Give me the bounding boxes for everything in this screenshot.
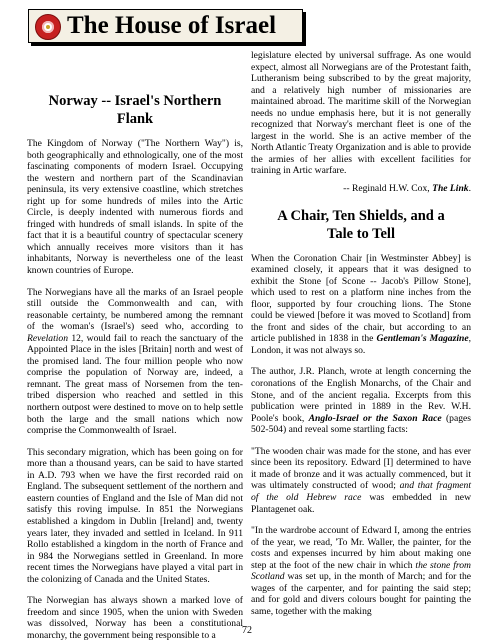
left-column	[27, 50, 243, 641]
chair-heading: A Chair, Ten Shields, and a Tale to Tell	[277, 207, 445, 242]
chair-paragraph-2: The author, J.R. Planch, wrote at length concerning the coronations of the English Monarchs, of the Chair and Stone, and of the ancient regalia. Excerpts from this publication were printed in 1889 in the Rev. W.H. Poole's book, Anglo-Israel or the Saxon Race (pages 502-504) and reveal some startling facts:	[251, 366, 471, 436]
norway-paragraph-3: This secondary migration, which has been going on for more than a thousand years, can be said to have started in A.D. 793 when we have the first recorded raid on England. The subsequent settlement of the northern and eastern counties of England and the Isle of Man did not satisfy this roving impulse. In 851 the Norwegians established a kingdom in Dublin [Ireland] and, twenty years later, they invaded and settled in Iceland. In 911 Rollo established a kingdom in the north of France and in 984 the Norwegians settled in Greenland. In more recent times the Norwegians have played a vital part in the colonizing of Canada and the United States.	[27, 446, 243, 585]
chair-quote-2: "In the wardrobe account of Edward I, among the entries of the year, we read, 'To Mr. Waller, the painter, for the costs and expenses incurred by him about making one step at the foot of the new chair in which the stone from Scotland was set up, in the month of March; and for the wages of the carpenter, and for painting the said step; and for gold and divers colours bought for painting the same, together with the making	[251, 525, 471, 617]
article-signature: -- Reginald H.W. Cox, The Link.	[343, 183, 471, 195]
norway-paragraph-4: The Norwegian has always shown a marked love of freedom and since 1905, when the union with Sweden was dissolved, Norway has been a constitutional monarchy, the government being responsible to a	[27, 595, 243, 641]
chair-quote-1: "The wooden chair was made for the stone, and has ever since been its repository. Edward [I] determined to have it made of bronze and it was actually commenced, but it was ultimately constructed of wood; and that fragment of the old Hebrew race was embedded in new Plantagenet oak.	[251, 445, 471, 515]
rose-emblem-icon	[35, 14, 61, 40]
norway-continuation: legislature elected by universal suffrage. As one would expect, almost all Norwegians are of the Protestant faith, Lutheranism being subscribed to by the great majority, and a relatively high number of missionaries are maintained abroad. The maritime skill of the Norwegian needs no undue emphasis here, but it is not generally recognized that Norway's merchant fleet is one of the largest in the world. She is an active member of the North Atlantic Treaty Organization and is able to provide the armies of her allies with excellent facilities for training in Artic warfare.	[251, 50, 471, 177]
norway-heading: Norway -- Israel's Northern Flank	[48, 93, 222, 127]
magazine-title: Gentleman's Magazine	[376, 333, 469, 345]
page-title: The House of Israel	[67, 12, 277, 39]
page-number: 72	[242, 625, 252, 636]
revelation-reference: Revelation	[27, 332, 69, 344]
right-column	[251, 50, 471, 617]
book-title: Anglo-Israel or the Saxon Race	[308, 412, 442, 424]
chair-paragraph-1: When the Coronation Chair [in Westminster Abbey] is examined closely, it appears that it was designed to exhibit the Stone [of Scone -- Jacob's Pillow Stone], which used to rest on a platform nine inches from the floor, supported by four crouching lions. The Stone could be viewed [before it was moved to Scotland] from the front and sides of the chair, but according to an article published in 1838 in the Gentleman's Magazine, London, it was not always so.	[251, 252, 472, 356]
masthead	[28, 9, 303, 43]
norway-paragraph-2: The Norwegians have all the marks of an Israel people still outside the Commonwealth and can, with reasonable certainty, be numbered among the remnant of the woman's (Israel's) seed who, according to Revelation 12, would fail to reach the sanctuary of the Appointed Place in the isles [Britain] north and west of the promised land. The four million people who now comprise the population of Norway are, indeed, a remnant. The great mass of Norsemen from the ten-tribed dispersion who reached and settled in this northern outpost were destined to move on to help settle both the large and the small nations which now comprise the Commonwealth of Israel.	[27, 286, 243, 437]
norway-paragraph-1: The Kingdom of Norway ("The Northern Way") is, both geographically and ethnologically, one of the most fascinating components of modern Israel. Occupying the western and northern part of the Scandinavian peninsula, its very extensive coastline, which stretches right up for some hundreds of miles into the Artic Circle, is deeply indented with numerous fiords and fringed with hundreds of small islands. In spite of the fact that it is a beautiful country of spectacular scenery which annually receives more visitors than it has inhabitants, Norway is nevertheless one of the least known countries of Europe.	[27, 138, 243, 277]
